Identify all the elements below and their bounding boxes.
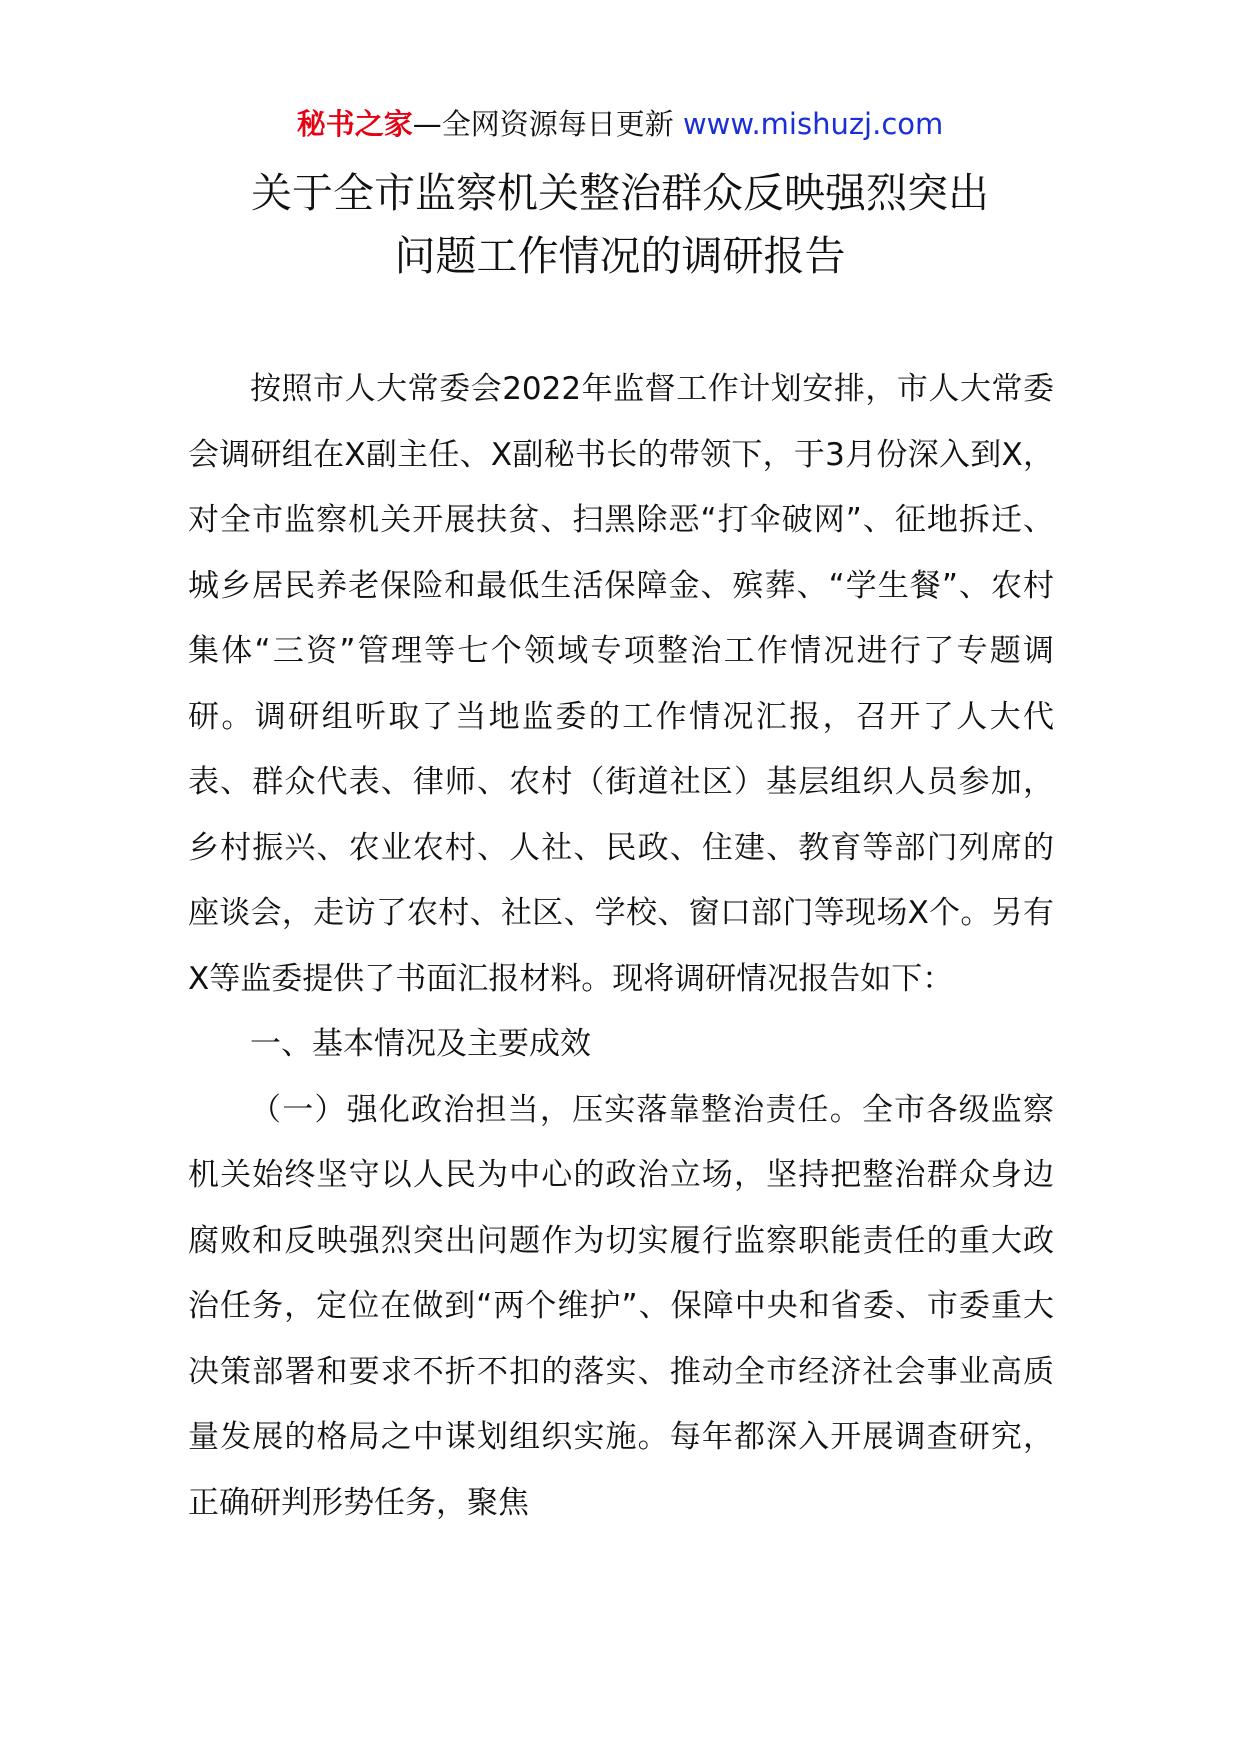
title-line-2: 问题工作情况的调研报告	[394, 232, 846, 280]
site-url-link[interactable]: www.mishuzj.com	[682, 107, 944, 141]
title-line-1: 关于全市监察机关整治群众反映强烈突出	[251, 169, 989, 217]
section-heading: 一、基本情况及主要成效	[250, 1026, 591, 1062]
header-tagline: —全网资源每日更新	[412, 107, 683, 141]
source-header	[0, 100, 1240, 148]
paragraph-intro: 按照市人大常委会2022年监督工作计划安排，市人大常委会调研组在X副主任、X副秘书长的带领下，于3月份深入到X，对全市监察机关开展扶贫、扫黑除恶“打伞破网”、征地拆迁、城乡居民养老保险和最低生活保障金、殡葬、“学生餐”、农村集体“三资”管理等七个领域专项整治工作情况进行了专题调研。调研组听取了当地监委的工作情况汇报，召开了人大代表、群众代表、律师、农村（街道社区）基层组织人员参加，乡村振兴、农业农村、人社、民政、住建、教育等部门列席的座谈会，走访了农村、社区、学校、窗口部门等现场X个。另有X等监委提供了书面汇报材料。现将调研情况报告如下：	[188, 371, 1054, 997]
paragraph-section-1: （一）强化政治担当，压实落靠整治责任。全市各级监察机关始终坚守以人民为中心的政治立场，坚持把整治群众身边腐败和反映强烈突出问题作为切实履行监察职能责任的重大政治任务，定位在做到“两个维护”、保障中央和省委、市委重大决策部署和要求不折不扣的落实、推动全市经济社会事业高质量发展的格局之中谋划组织实施。每年都深入开展调查研究，正确研判形势任务，聚焦	[188, 1091, 1054, 1521]
brand-name: 秘书之家	[296, 107, 413, 141]
document-body	[188, 357, 1054, 1536]
document-title	[150, 162, 1090, 288]
